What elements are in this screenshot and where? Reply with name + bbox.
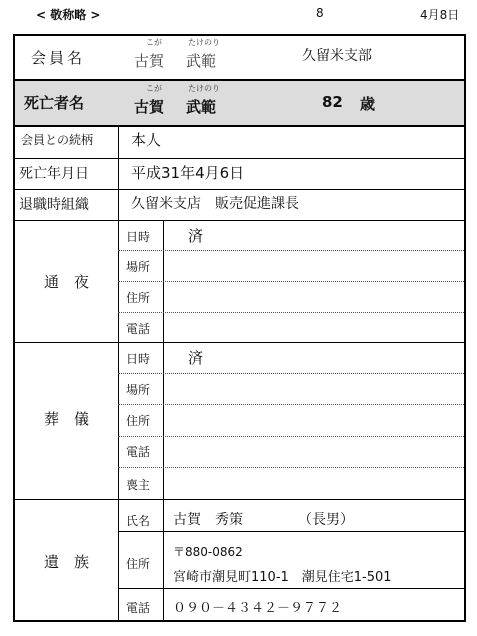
relation-value: 本人	[131, 131, 162, 149]
family-address: 宮崎市潮見町110-1 潮見住宅1-501	[173, 570, 392, 585]
deceased-label: 死亡者名	[24, 94, 85, 112]
honorific-note: < 敬称略 >	[36, 8, 101, 22]
deceased-age: 82	[322, 93, 343, 111]
wake-label: 通 夜	[44, 273, 90, 291]
member-surname: 古賀	[134, 52, 165, 70]
funeral-datetime-label: 日時	[126, 352, 151, 366]
family-relation: （長男）	[298, 512, 354, 528]
funeral-place-label: 場所	[126, 383, 151, 397]
deceased-given-name: 武範	[186, 98, 217, 116]
retirement-org-label: 退職時組織	[19, 197, 89, 213]
family-label: 遺 族	[44, 553, 90, 571]
family-phone: ０９０－４３４２－９７７２	[173, 601, 343, 616]
relation-label: 会員との続柄	[21, 133, 94, 147]
death-date-value: 平成31年4月6日	[131, 164, 245, 182]
condolence-form	[13, 34, 466, 622]
wake-place-label: 場所	[126, 260, 151, 274]
funeral-address-label: 住所	[126, 414, 151, 428]
deceased-furigana-given: たけのり	[188, 84, 220, 93]
member-furigana-surname: こが	[146, 38, 162, 47]
family-postal-code: 〒880-0862	[173, 545, 243, 559]
family-address-label: 住所	[126, 557, 151, 571]
page-number: 8	[316, 6, 324, 20]
deceased-surname: 古賀	[134, 98, 165, 116]
member-given-name: 武範	[186, 52, 217, 70]
funeral-label: 葬 儀	[44, 410, 90, 428]
wake-datetime-label: 日時	[126, 230, 151, 244]
wake-address-label: 住所	[126, 291, 151, 305]
family-phone-label: 電話	[126, 601, 151, 615]
retirement-org-value: 久留米支店 販売促進課長	[131, 196, 299, 212]
deceased-furigana-surname: こが	[146, 84, 162, 93]
funeral-phone-label: 電話	[126, 445, 151, 459]
wake-phone-label: 電話	[126, 322, 151, 336]
deceased-age-unit: 歳	[360, 95, 376, 113]
member-label: 会員名	[31, 49, 86, 67]
funeral-datetime-value: 済	[188, 349, 204, 367]
document-date: 4月8日	[420, 8, 460, 22]
death-date-label: 死亡年月日	[19, 166, 89, 182]
family-name: 古賀 秀策	[173, 512, 243, 528]
member-furigana-given: たけのり	[188, 38, 220, 47]
family-name-label: 氏名	[126, 514, 151, 528]
wake-datetime-value: 済	[188, 227, 204, 245]
member-branch: 久留米支部	[302, 48, 372, 64]
chief-mourner-label: 喪主	[126, 478, 151, 492]
